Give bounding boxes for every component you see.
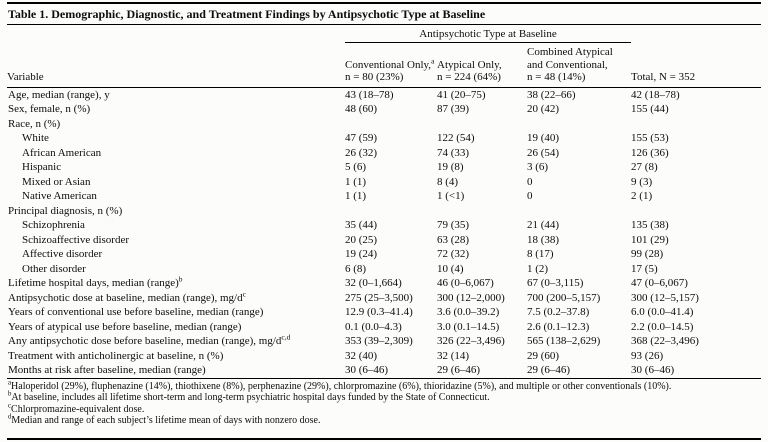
cell-value: [631, 117, 761, 132]
cell-value: 8 (17): [527, 248, 554, 260]
row-label: Months at risk after baseline, median (range): [7, 363, 345, 378]
cell-value: 126 (36): [631, 146, 669, 159]
row-label: Years of conventional use before baseline, median (range): [8, 306, 264, 318]
baseline-table: [7, 24, 761, 379]
table-row: [7, 218, 761, 233]
cell-value: 19 (40): [527, 132, 560, 144]
cell-value: 0: [527, 190, 533, 202]
table-row: [7, 102, 761, 117]
cell-value: 2.6 (0.1–12.3): [527, 320, 590, 333]
cell-value: 93 (26): [631, 349, 664, 362]
spanner-spacer-right: [631, 25, 761, 43]
column-header-total: Total, N = 352: [631, 43, 761, 88]
cell-value: 122 (54): [437, 132, 475, 144]
cell-value: 32 (14): [437, 349, 470, 362]
cell-value: 155 (44): [631, 103, 669, 115]
cell-value: 3.0 (0.1–14.5): [437, 320, 500, 333]
cell-value: 700 (200–5,157): [527, 291, 601, 304]
table-row: [7, 117, 761, 132]
cell-value: 7.5 (0.2–37.8): [527, 306, 590, 318]
row-label: Sex, female, n (%): [8, 103, 91, 115]
row-label: Antipsychotic dose at baseline, median (range), $mg/d^c$: [8, 288, 246, 304]
column-header-combined: Combined Atypical and Conventional, n = 48 (14%): [527, 43, 631, 88]
cell-value: 19 (24): [345, 248, 378, 260]
cell-value: 29 (6–46): [437, 363, 527, 378]
cell-value: 79 (35): [437, 219, 470, 231]
cell-value: 41 (20–75): [437, 88, 486, 101]
table-row: [7, 204, 761, 219]
row-label: Hispanic: [22, 161, 62, 173]
footnote: $^a$Haloperidol (29%), fluphenazine (14%), thiothixene (8%), perphenazine (29%), chlorpromazine (6%), thioridazine (5%), and multiple or other conventionals (10%).: [8, 379, 672, 392]
cell-value: 565 (138–2,629): [527, 335, 601, 347]
cell-value: 1 (<1): [437, 190, 465, 202]
table-row: [7, 131, 761, 146]
cell-value: [527, 204, 631, 219]
row-label: Age, median (range), y: [8, 88, 110, 101]
cell-value: 0.1 (0.0–4.3): [345, 320, 402, 333]
table-row: [7, 305, 761, 320]
cell-value: 63 (28): [437, 233, 470, 246]
cell-value: 3.6 (0.0–39.2): [437, 306, 500, 318]
cell-value: [527, 117, 631, 132]
cell-value: 19 (8): [437, 161, 464, 173]
row-label: Any antipsychotic dose before baseline, median (range), $mg/d^{c,d}$: [8, 332, 291, 347]
spanner-row: [7, 25, 761, 43]
cell-value: 35 (44): [345, 219, 378, 231]
footnote: $^b$At baseline, includes all lifetime short-term and long-term psychiatric hospital days funded by the State of Connecticut.: [8, 390, 490, 403]
footnote: $^d$Median and range of each subject’s lifetime mean of days with nonzero dose.: [8, 413, 321, 426]
cell-value: 101 (29): [631, 233, 669, 246]
row-label: African American: [22, 146, 102, 159]
cell-value: 1 (1): [345, 190, 367, 202]
cell-value: 368 (22–3,496): [631, 335, 699, 347]
table-row: [7, 291, 761, 306]
spanner-heading: Antipsychotic Type at Baseline: [345, 25, 631, 43]
table-row: [7, 276, 761, 291]
cell-value: 9 (3): [631, 175, 653, 188]
cell-value: 47 (0–6,067): [631, 277, 688, 289]
row-label: Mixed or Asian: [22, 175, 91, 188]
table-title: Table 1. Demographic, Diagnostic, and Treatment Findings by Antipsychotic Type at Baseline: [8, 7, 486, 21]
table-row: [7, 233, 761, 248]
cell-value: [631, 204, 761, 219]
table-row: [7, 87, 761, 102]
cell-value: 29 (60): [527, 349, 560, 362]
table-row: [7, 247, 761, 262]
table-row: [7, 363, 761, 378]
cell-value: 48 (60): [345, 103, 378, 115]
table-row: [7, 334, 761, 349]
variable-column-header: Variable: [7, 43, 345, 88]
cell-value: 21 (44): [527, 219, 560, 231]
cell-value: 1 (1): [345, 175, 367, 188]
table-row: [7, 349, 761, 364]
cell-value: 46 (0–6,067): [437, 277, 494, 289]
row-label: Race, n (%): [8, 117, 61, 130]
cell-value: 67 (0–3,115): [527, 277, 584, 289]
cell-value: 353 (39–2,309): [345, 335, 413, 347]
cell-value: 29 (6–46): [527, 363, 631, 378]
cell-value: 17 (5): [631, 262, 658, 275]
row-label: Lifetime hospital days, median (range)$^b$: [8, 274, 183, 289]
cell-value: 72 (32): [437, 248, 470, 260]
cell-value: 12.9 (0.3–41.4): [345, 306, 413, 318]
cell-value: 300 (12–5,157): [631, 291, 699, 304]
cell-value: 1 (2): [527, 262, 549, 275]
cell-value: 26 (54): [527, 146, 560, 159]
column-header-atypical: Atypical Only, n = 224 (64%): [437, 43, 527, 88]
table-row: [7, 189, 761, 204]
row-label: Native American: [22, 190, 97, 202]
row-label: Schizophrenia: [22, 219, 85, 231]
cell-value: 326 (22–3,496): [437, 335, 505, 347]
cell-value: [437, 117, 527, 132]
cell-value: 99 (28): [631, 248, 664, 260]
row-label: Treatment with anticholinergic at baseline, n (%): [8, 349, 224, 362]
cell-value: 43 (18–78): [345, 88, 394, 101]
footnote: $^c$Chlorpromazine-equivalent dose.: [8, 402, 145, 415]
footnotes: [7, 379, 761, 429]
cell-value: 20 (42): [527, 103, 560, 115]
cell-value: 27 (8): [631, 161, 658, 173]
cell-value: 18 (38): [527, 233, 560, 246]
cell-value: 87 (39): [437, 103, 470, 115]
cell-value: 38 (22–66): [527, 88, 576, 101]
row-label: Affective disorder: [22, 248, 103, 260]
cell-value: 42 (18–78): [631, 88, 680, 101]
cell-value: 10 (4): [437, 262, 464, 275]
cell-value: 275 (25–3,500): [345, 291, 413, 304]
row-label: Years of atypical use before baseline, median (range): [8, 320, 242, 333]
cell-value: 2 (1): [631, 190, 653, 202]
cell-value: [345, 117, 437, 132]
row-label: Principal diagnosis, n (%): [8, 204, 123, 217]
cell-value: 30 (6–46): [345, 363, 437, 378]
table-row: [7, 262, 761, 277]
cell-value: [345, 204, 437, 219]
cell-value: 26 (32): [345, 146, 378, 159]
table-row: [7, 175, 761, 190]
table-row: [7, 320, 761, 335]
row-label: Other disorder: [22, 262, 86, 275]
column-header-conventional: Conventional Only,$^a$ n = 80 (23%): [345, 43, 437, 88]
cell-value: 32 (0–1,664): [345, 277, 402, 289]
row-label: Schizoaffective disorder: [22, 233, 130, 246]
table-row: [7, 160, 761, 175]
cell-value: 2.2 (0.0–14.5): [631, 320, 694, 333]
cell-value: 300 (12–2,000): [437, 291, 505, 304]
column-header-row: [7, 43, 761, 88]
row-label: White: [22, 132, 49, 144]
table-body: [7, 87, 761, 378]
cell-value: 6 (8): [345, 262, 367, 275]
cell-value: 32 (40): [345, 349, 378, 362]
cell-value: 5 (6): [345, 161, 367, 173]
cell-value: 30 (6–46): [631, 363, 761, 378]
table-row: [7, 146, 761, 161]
cell-value: 135 (38): [631, 219, 669, 231]
cell-value: 8 (4): [437, 175, 459, 188]
cell-value: 0: [527, 175, 533, 188]
cell-value: 47 (59): [345, 132, 378, 144]
bottom-rule: [7, 438, 761, 440]
cell-value: 155 (53): [631, 132, 669, 144]
cell-value: 20 (25): [345, 233, 378, 246]
cell-value: [437, 204, 527, 219]
cell-value: 6.0 (0.0–41.4): [631, 306, 694, 318]
spanner-spacer-left: [7, 25, 345, 43]
cell-value: 3 (6): [527, 161, 549, 173]
cell-value: 74 (33): [437, 146, 470, 159]
